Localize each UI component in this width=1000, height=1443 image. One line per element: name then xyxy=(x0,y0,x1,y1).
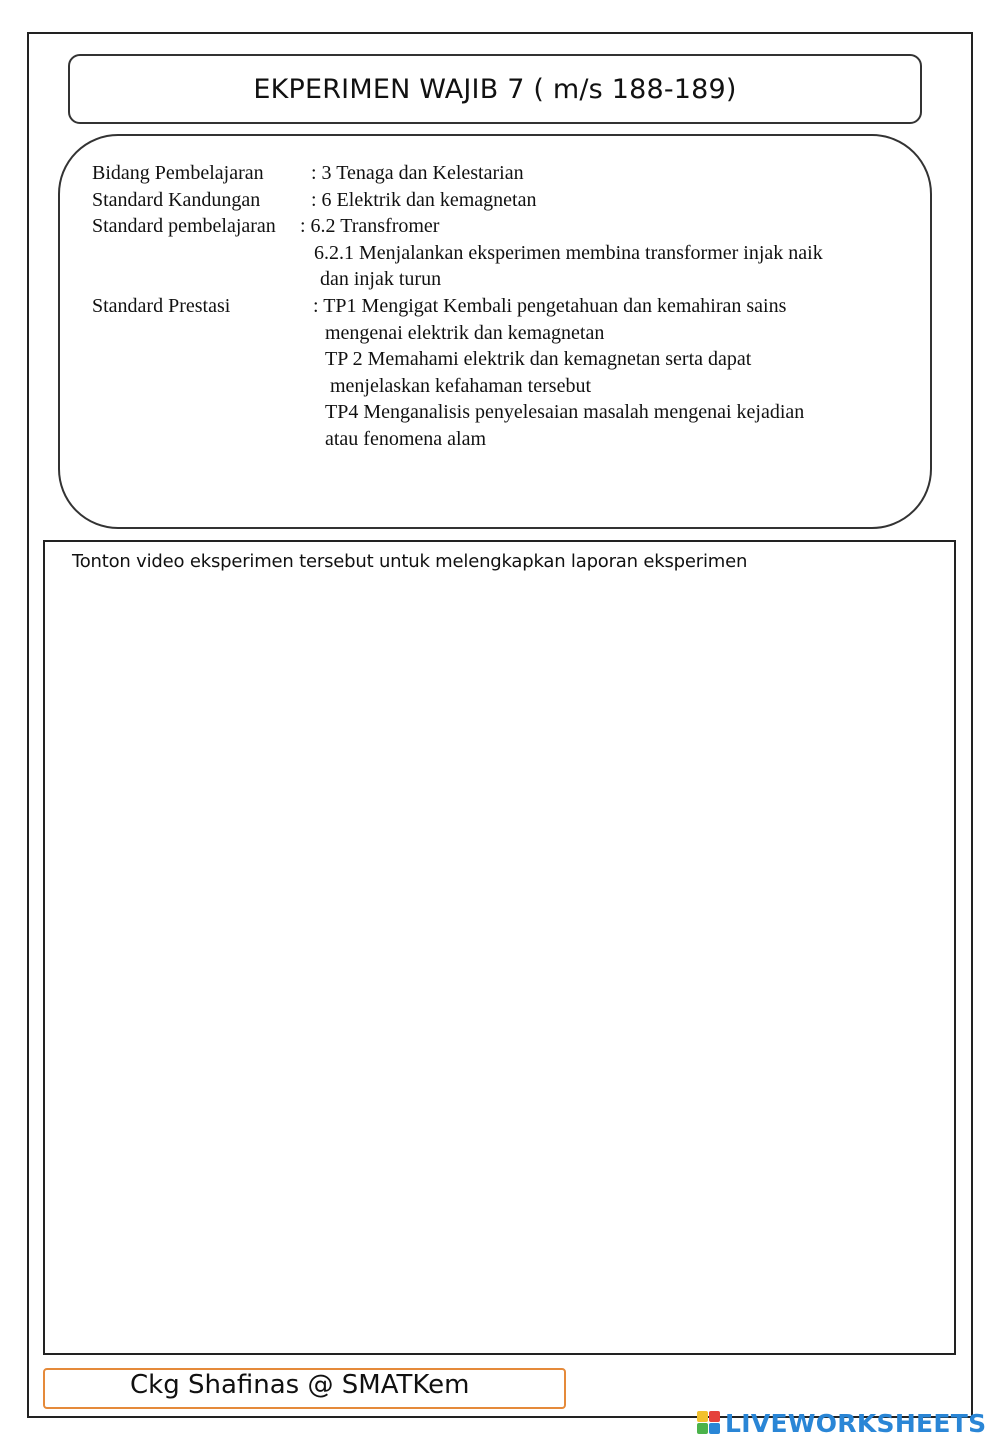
info-value: : 6.2 Transfromer xyxy=(300,215,440,238)
info-label: Standard Prestasi xyxy=(92,294,231,317)
info-value: : 3 Tenaga dan Kelestarian xyxy=(311,162,524,184)
info-row xyxy=(92,160,912,187)
info-row xyxy=(92,266,912,293)
author-credit: Ckg Shafinas @ SMATKem xyxy=(130,1370,470,1400)
info-value: 6.2.1 Menjalankan eksperimen membina transformer injak naik xyxy=(314,241,823,264)
info-label: Bidang Pembelajaran xyxy=(92,162,264,184)
info-value: dan injak turun xyxy=(320,268,442,291)
info-row xyxy=(92,293,912,320)
info-row xyxy=(92,346,912,373)
info-value: mengenai elektrik dan kemagnetan xyxy=(325,321,605,344)
curriculum-info xyxy=(92,160,912,453)
info-value: menjelaskan kefahaman tersebut xyxy=(330,374,591,397)
info-row xyxy=(92,187,912,214)
info-value: : TP1 Mengigat Kembali pengetahuan dan kemahiran sains xyxy=(313,294,787,317)
info-row xyxy=(92,320,912,347)
liveworksheets-logo-icon xyxy=(697,1411,721,1435)
info-row xyxy=(92,213,912,240)
task-area xyxy=(43,540,956,1355)
brand-name: LIVEWORKSHEETS xyxy=(725,1408,987,1438)
info-row xyxy=(92,399,912,426)
task-instruction: Tonton video eksperimen tersebut untuk melengkapkan laporan eksperimen xyxy=(72,551,748,572)
info-value: TP 2 Memahami elektrik dan kemagnetan serta dapat xyxy=(325,348,752,371)
info-row xyxy=(92,426,912,453)
info-value: : 6 Elektrik dan kemagnetan xyxy=(311,188,537,211)
info-value: atau fenomena alam xyxy=(325,427,487,450)
info-label: Standard Kandungan xyxy=(92,188,261,211)
info-row xyxy=(92,240,912,267)
page-title: EKPERIMEN WAJIB 7 ( m/s 188-189) xyxy=(253,73,737,105)
info-row xyxy=(92,373,912,400)
liveworksheets-brand[interactable] xyxy=(697,1408,986,1438)
info-value: TP4 Menganalisis penyelesaian masalah mengenai kejadian xyxy=(325,401,805,424)
info-label: Standard pembelajaran xyxy=(92,215,276,238)
title-box xyxy=(68,54,922,124)
